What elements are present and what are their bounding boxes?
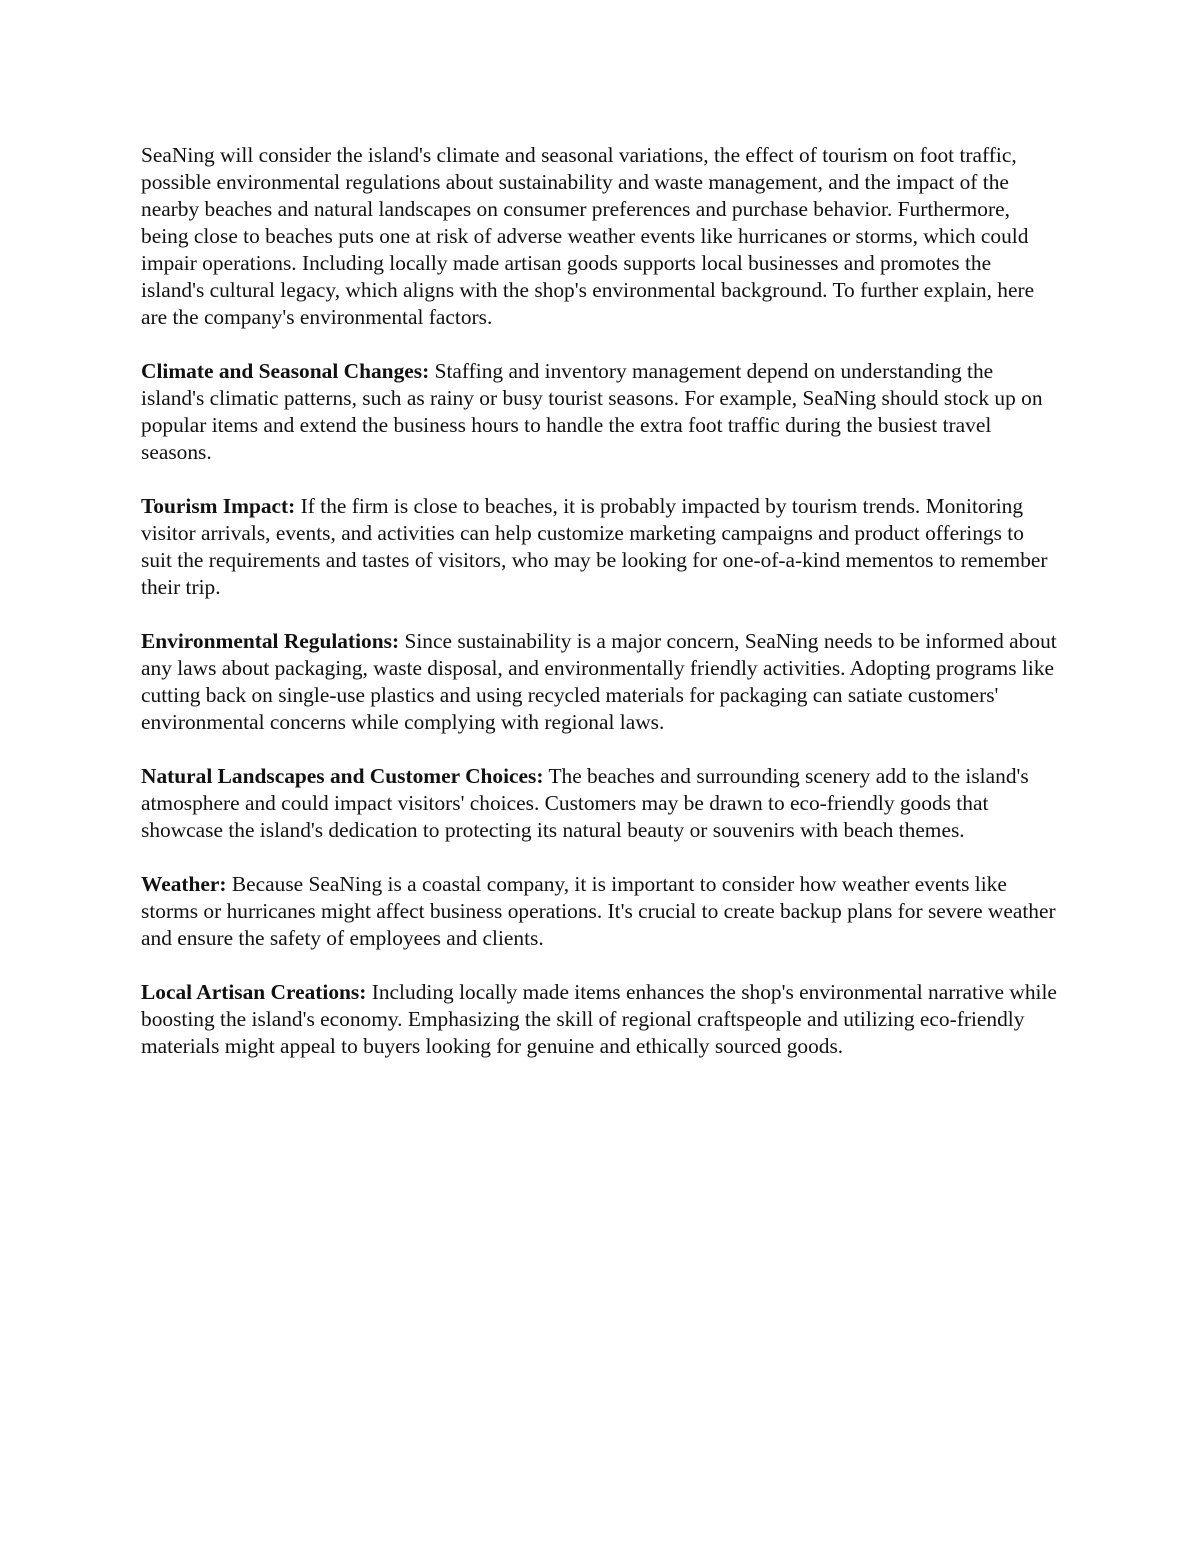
section-climate xyxy=(141,358,1059,466)
document-body xyxy=(141,142,1059,1087)
intro-paragraph: SeaNing will consider the island's climate and seasonal variations, the effect of tourism on foot traffic, possible environmental regulations about sustainability and waste management, and the impact of the nearby beaches and natural landscapes on consumer preferences and purchase behavior. Furthermore, being close to beaches puts one at risk of adverse weather events like hurricanes or storms, which could impair operations. Including locally made artisan goods supports local businesses and promotes the island's cultural legacy, which aligns with the shop's environmental background. To further explain, here are the company's environmental factors. xyxy=(141,143,1035,329)
section-tourism xyxy=(141,493,1059,601)
section-heading: Climate and Seasonal Changes: xyxy=(141,359,430,383)
section-heading: Local Artisan Creations: xyxy=(141,980,367,1004)
section-body: The beaches and surrounding scenery add to the island's atmosphere and could impact visitors' choices. Customers may be drawn to eco-friendly goods that showcase the island's dedication to protecting its natural beauty or souvenirs with beach themes. xyxy=(141,764,1029,842)
section-body: Since sustainability is a major concern, SeaNing needs to be informed about any laws about packaging, waste disposal, and environmentally friendly activities. Adopting programs like cutting back on single-use plastics and using recycled materials for packaging can satiate customers' environmental concerns while complying with regional laws. xyxy=(141,629,1057,734)
section-heading: Tourism Impact: xyxy=(141,494,296,518)
section-landscapes xyxy=(141,763,1059,844)
section-heading: Weather: xyxy=(141,872,227,896)
section-heading: Environmental Regulations: xyxy=(141,629,400,653)
section-artisan xyxy=(141,979,1059,1060)
section-weather xyxy=(141,871,1059,952)
section-body: Including locally made items enhances the shop's environmental narrative while boosting the island's economy. Emphasizing the skill of regional craftspeople and utilizing eco-friendly materials might appeal to buyers looking for genuine and ethically sourced goods. xyxy=(141,980,1057,1058)
section-body: Staffing and inventory management depend on understanding the island's climatic patterns, such as rainy or busy tourist seasons. For example, SeaNing should stock up on popular items and extend the business hours to handle the extra foot traffic during the busiest travel seasons. xyxy=(141,359,1043,464)
section-heading: Natural Landscapes and Customer Choices: xyxy=(141,764,544,788)
section-regulations xyxy=(141,628,1059,736)
section-body: If the firm is close to beaches, it is probably impacted by tourism trends. Monitoring visitor arrivals, events, and activities can help customize marketing campaigns and product offerings to suit the requirements and tastes of visitors, who may be looking for one-of-a-kind mementos to remember their trip. xyxy=(141,494,1048,599)
section-body: Because SeaNing is a coastal company, it is important to consider how weather events like storms or hurricanes might affect business operations. It's crucial to create backup plans for severe weather and ensure the safety of employees and clients. xyxy=(141,872,1056,950)
